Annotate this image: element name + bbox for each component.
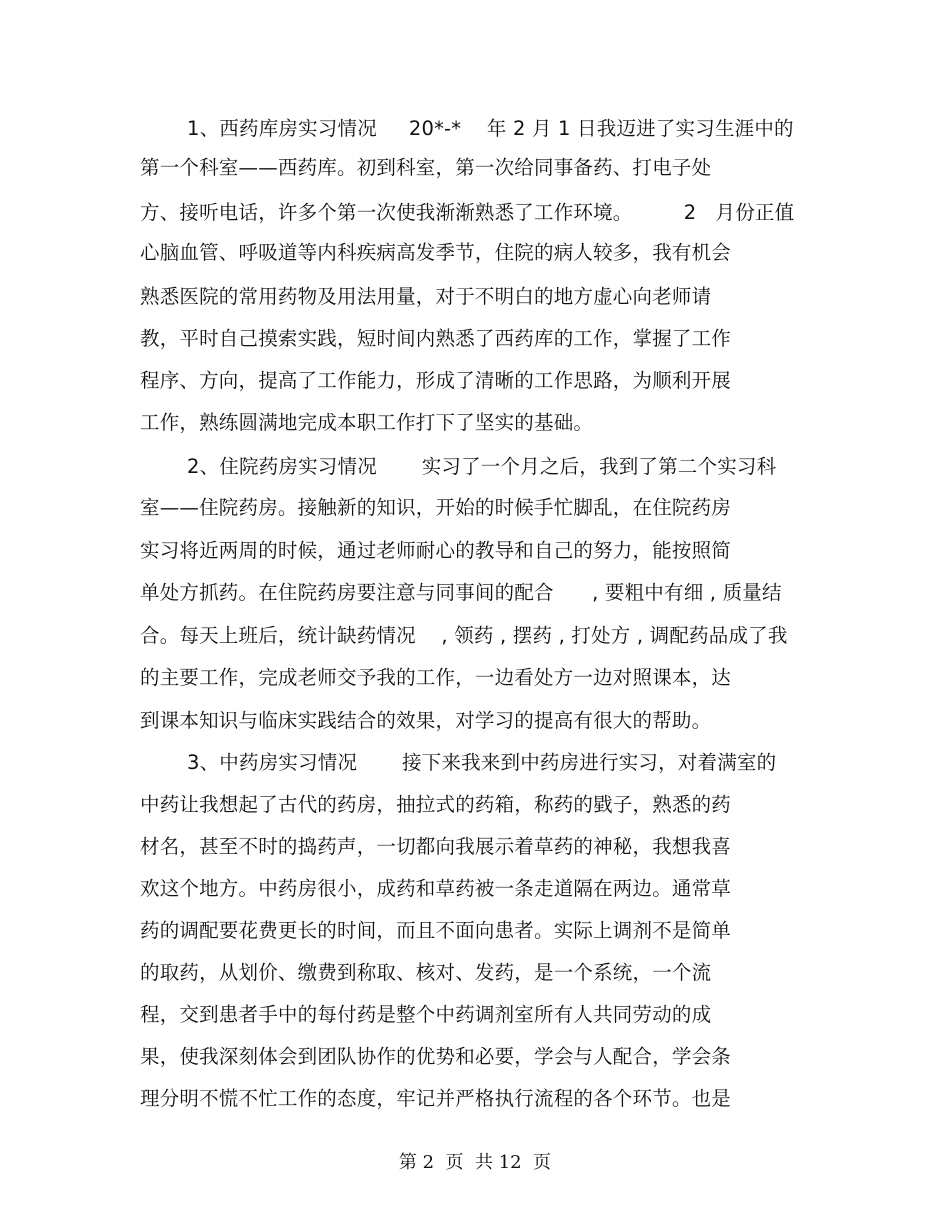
paragraph-3-line-8: 果，使我深刻体会到团队协作的优势和必要，学会与人配合，学会条 — [140, 1045, 732, 1068]
page-footer: 第 2 页 共 12 页 — [398, 1152, 552, 1173]
paragraph-1-line-8: 工作，熟练圆满地完成本职工作打下了坚实的基础。 — [140, 411, 594, 434]
paragraph-1-line-4: 心脑血管、呼吸道等内科疾病高发季节，住院的病人较多，我有机会 — [140, 241, 732, 264]
paragraph-3-line-9: 理分明不慌不忙工作的态度，牢记并严格执行流程的各个环节。也是 — [140, 1087, 732, 1110]
paragraph-3-line-4: 欢这个地方。中药房很小，成药和草药被一条走道隔在两边。通常草 — [140, 877, 732, 900]
paragraph-3-line-6: 的取药，从划价、缴费到称取、核对、发药，是一个系统，一个流 — [140, 961, 712, 984]
paragraph-3-line-2: 中药让我想起了古代的药房，抽拉式的药箱，称药的戥子，熟悉的药 — [140, 793, 732, 816]
paragraph-1-line-1: 1、西药库房实习情况 20*-* 年 2 月 1 日我迈进了实习生涯中的 — [187, 117, 794, 140]
paragraph-2-line-6: 的主要工作，完成老师交予我的工作，一边看处方一边对照课本，达 — [140, 666, 732, 689]
paragraph-3-line-5: 药的调配要花费更长的时间，而且不面向患者。实际上调剂不是简单 — [140, 919, 732, 942]
paragraph-2-line-7: 到课本知识与临床实践结合的效果，对学习的提高有很大的帮助。 — [140, 709, 712, 732]
paragraph-2-line-4: 单处方抓药。在住院药房要注意与同事间的配合 , 要粗中有细 , 质量结 — [140, 581, 782, 604]
paragraph-1-line-5: 熟悉医院的常用药物及用法用量，对于不明白的地方虚心向老师请 — [140, 285, 712, 308]
paragraph-3-line-3: 材名，甚至不时的捣药声，一切都向我展示着草药的神秘，我想我喜 — [140, 835, 732, 858]
paragraph-3-line-1: 3、中药房实习情况 接下来我来到中药房进行实习，对着满室的 — [187, 751, 777, 774]
paragraph-1-line-6: 教，平时自己摸索实践，短时间内熟悉了西药库的工作，掌握了工作 — [140, 327, 732, 350]
paragraph-2-line-1: 2、住院药房实习情况 实习了一个月之后，我到了第二个实习科 — [187, 455, 777, 478]
paragraph-2-line-5: 合。每天上班后，统计缺药情况 , 领药 , 摆药 , 打处方 , 调配药品成了我 — [140, 624, 788, 647]
paragraph-2-line-3: 实习将近两周的时候，通过老师耐心的教导和自己的努力，能按照简 — [140, 539, 732, 562]
paragraph-1-line-3: 方、接听电话，许多个第一次使我渐渐熟悉了工作环境。 2 月份正值 — [140, 201, 795, 224]
paragraph-1-line-7: 程序、方向，提高了工作能力，形成了清晰的工作思路，为顺利开展 — [140, 369, 732, 392]
paragraph-1-line-2: 第一个科室——西药库。初到科室，第一次给同事备药、打电子处 — [140, 156, 712, 179]
paragraph-3-line-7: 程，交到患者手中的每付药是整个中药调剂室所有人共同劳动的成 — [140, 1003, 712, 1026]
paragraph-2-line-2: 室——住院药房。接触新的知识，开始的时候手忙脚乱，在住院药房 — [140, 496, 732, 519]
